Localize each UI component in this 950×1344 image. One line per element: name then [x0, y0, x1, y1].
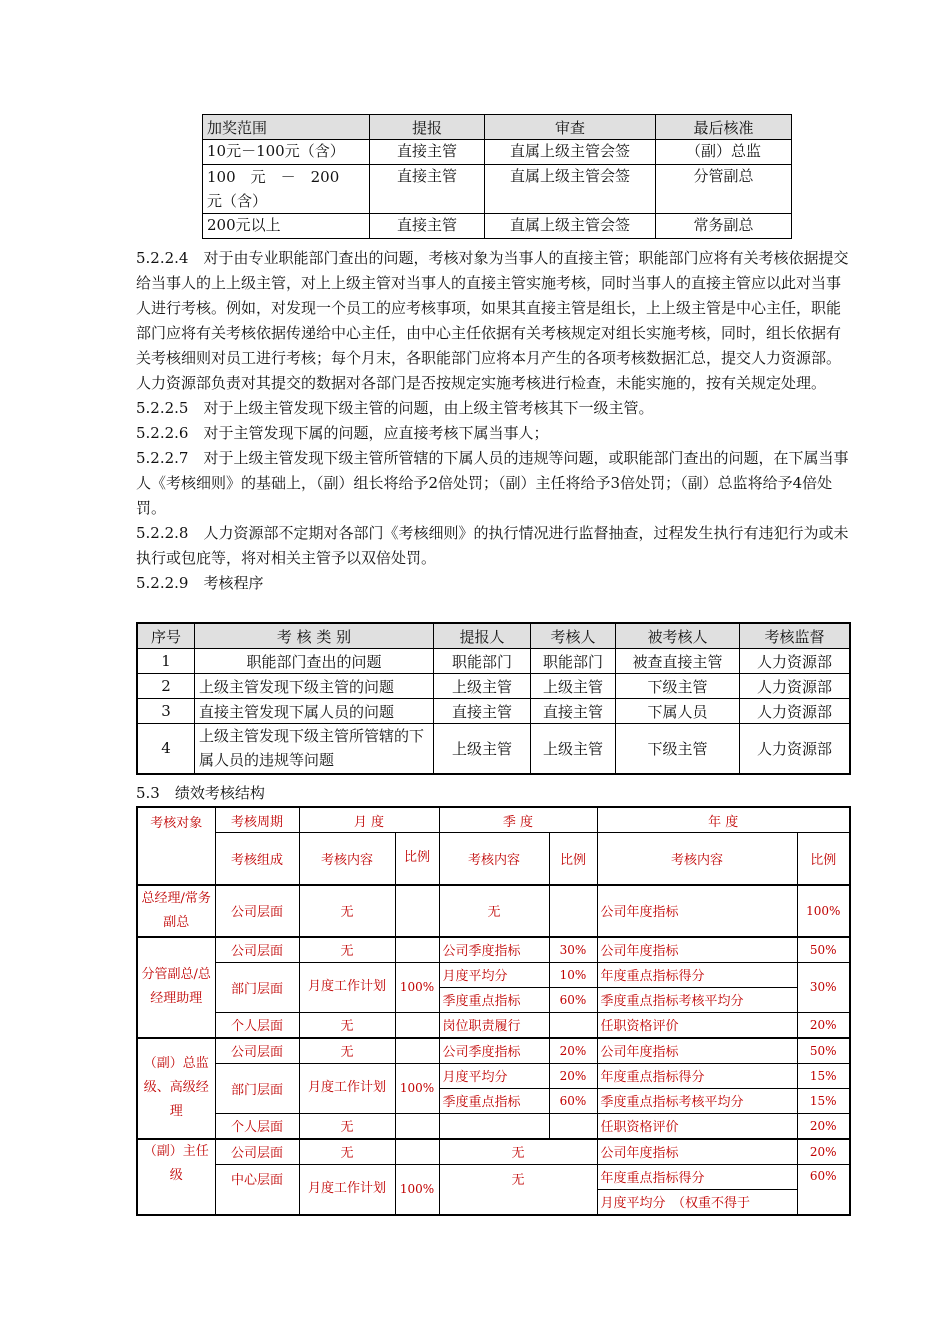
table-cell: 个人层面: [215, 1012, 299, 1038]
table-cell: 100 元 － 200 元（含）: [203, 165, 370, 214]
header-cell: 加奖范围: [203, 115, 370, 140]
table-cell: 2: [137, 674, 195, 699]
table-cell: 公司季度指标: [439, 937, 549, 963]
table-cell: 季度重点指标考核平均分: [597, 1088, 797, 1113]
table-row: [137, 1164, 850, 1189]
table-cell: 职能部门: [531, 649, 616, 674]
table-cell: 50%: [797, 1038, 850, 1064]
table-header-row: [137, 833, 850, 885]
header-cell: 季 度: [439, 807, 597, 833]
table-cell: 15%: [797, 1088, 850, 1113]
table-cell: 3: [137, 699, 195, 724]
table-cell: 无: [299, 1012, 395, 1038]
paragraph: 5.2.2.8 人力资源部不定期对各部门《考核细则》的执行情况进行监督抽查，过程发生执行有违犯行为或未执行或包庇等，将对相关主管予以双倍处罚。: [136, 524, 849, 567]
table-cell: 直属上级主管会签: [485, 140, 656, 165]
table-cell: 总经理/常务副总: [137, 885, 215, 937]
table-cell: 无: [439, 1139, 597, 1165]
table-cell: 上级主管发现下级主管的问题: [195, 674, 434, 699]
table-cell: 年度重点指标得分: [597, 962, 797, 987]
table-cell: [395, 1113, 439, 1139]
table-cell: 季度重点指标: [439, 987, 549, 1012]
table-cell: [549, 1113, 597, 1139]
table-cell: 10%: [549, 962, 597, 987]
table-cell: [395, 937, 439, 963]
table-cell: （副）总监: [656, 140, 792, 165]
table-row: [137, 674, 850, 699]
table-cell: 月度平均分 （权重不得于: [597, 1189, 797, 1215]
table-row: [137, 1063, 850, 1088]
table-cell: 100%: [797, 885, 850, 937]
table-cell: 60%: [549, 987, 597, 1012]
table-cell: 上级主管: [434, 674, 531, 699]
table-cell: 人力资源部: [740, 674, 851, 699]
table-cell: 下属人员: [616, 699, 740, 724]
table-cell: 直接主管发现下属人员的问题: [195, 699, 434, 724]
table-cell: 月度工作计划: [299, 1164, 395, 1215]
table-row: [137, 1139, 850, 1165]
section-heading: 5.3 绩效考核结构: [136, 784, 265, 802]
table-cell: 直接主管: [370, 140, 485, 165]
table-cell: 常务副总: [656, 214, 792, 239]
table-row: [203, 165, 792, 214]
paragraph: 5.2.2.5 对于上级主管发现下级主管的问题，由上级主管考核其下一级主管。: [136, 399, 654, 417]
table-cell: 任职资格评价: [597, 1012, 797, 1038]
table-cell: 人力资源部: [740, 649, 851, 674]
table-cell: 100%: [395, 1063, 439, 1113]
table-cell: 20%: [549, 1038, 597, 1064]
table-cell: 上级主管发现下级主管所管辖的下属人员的违规等问题: [195, 724, 434, 774]
table-cell: 公司年度指标: [597, 1139, 797, 1165]
header-cell: 比例: [395, 833, 439, 885]
table-cell: 上级主管: [531, 674, 616, 699]
table-cell: 60%: [797, 1164, 850, 1215]
table-cell: 月度平均分: [439, 1063, 549, 1088]
header-cell: 月 度: [299, 807, 439, 833]
table-cell: 直接主管: [370, 214, 485, 239]
table-cell: 公司季度指标: [439, 1038, 549, 1064]
table-cell: [395, 1012, 439, 1038]
table-cell: 30%: [797, 962, 850, 1012]
table-cell: [395, 885, 439, 937]
table-cell: 年度重点指标得分: [597, 1063, 797, 1088]
paragraph: 5.2.2.7 对于上级主管发现下级主管所管辖的下属人员的违规等问题，或职能部门查出的问题，在下属当事人《考核细则》的基础上，（副）组长将给予2倍处罚；（副）主任将给予3倍处罚；（副）总监将给予4倍处罚。: [136, 449, 849, 517]
table-cell: 15%: [797, 1063, 850, 1088]
table-cell: [549, 885, 597, 937]
header-cell: 比例: [549, 833, 597, 885]
table-cell: [395, 1038, 439, 1064]
table-cell: 直接主管: [531, 699, 616, 724]
header-cell: 提报人: [434, 623, 531, 649]
header-cell: 考核组成: [215, 833, 299, 885]
table-cell: 岗位职责履行: [439, 1012, 549, 1038]
table-cell: 100%: [395, 1164, 439, 1215]
paragraph: 5.2.2.4 对于由专业职能部门查出的问题，考核对象为当事人的直接主管；职能部门应将有关考核依据提交给当事人的上上级主管，对上上级主管对当事人的直接主管实施考核，同时当事人的直接主管应以此对当事人进行考核。例如，对发现一个员工的应考核事项，如果其直接主管是组长，上上级主管是中心主任，职能部门应将有关考核依据传递给中心主任，由中心主任依据有关考核规定对组长实施考核，同时，组长依据有关考核细则对员工进行考核；每个月末，各职能部门应将本月产生的各项考核数据汇总，提交人力资源部。人力资源部负责对其提交的数据对各部门是否按规定实施考核进行检查，未能实施的，按有关规定处理。: [136, 249, 849, 392]
table-cell: 部门层面: [215, 1063, 299, 1113]
table-cell: [549, 1012, 597, 1038]
table-cell: 季度重点指标考核平均分: [597, 987, 797, 1012]
paragraph: 5.2.2.6 对于主管发现下属的问题，应直接考核下属当事人；: [136, 424, 549, 442]
header-cell: 年 度: [597, 807, 850, 833]
table-cell: （副）主任级: [137, 1139, 215, 1215]
table-cell: 人力资源部: [740, 724, 851, 774]
table-row: [137, 1113, 850, 1139]
table-row: [137, 885, 850, 937]
body-text: [136, 246, 854, 596]
header-cell: 考核对象: [137, 807, 215, 885]
table-cell: 月度工作计划: [299, 962, 395, 1012]
table-cell: 职能部门查出的问题: [195, 649, 434, 674]
table-row: [203, 214, 792, 239]
header-cell: 考核人: [531, 623, 616, 649]
table-cell: 30%: [549, 937, 597, 963]
table-cell: 20%: [797, 1139, 850, 1165]
table-row: [137, 937, 850, 963]
table-cell: 200元以上: [203, 214, 370, 239]
table-row: [137, 1038, 850, 1064]
table-cell: 人力资源部: [740, 699, 851, 724]
table-cell: 分管副总/总经理助理: [137, 937, 215, 1038]
header-cell: 考核内容: [299, 833, 395, 885]
table-cell: 职能部门: [434, 649, 531, 674]
table-cell: 100%: [395, 962, 439, 1012]
header-cell: 考核周期: [215, 807, 299, 833]
table-cell: [395, 1139, 439, 1165]
table-cell: 无: [439, 885, 549, 937]
table-row: [137, 724, 850, 774]
table-cell: 中心层面: [215, 1164, 299, 1215]
table-cell: 20%: [549, 1063, 597, 1088]
header-cell: 考 核 类 别: [195, 623, 434, 649]
table-cell: 任职资格评价: [597, 1113, 797, 1139]
header-cell: 审查: [485, 115, 656, 140]
header-cell: 最后核准: [656, 115, 792, 140]
table-cell: 直属上级主管会签: [485, 214, 656, 239]
table-cell: 部门层面: [215, 962, 299, 1012]
table-cell: 月度平均分: [439, 962, 549, 987]
table-cell: 60%: [549, 1088, 597, 1113]
table-cell: 直接主管: [370, 165, 485, 214]
table-cell: 公司层面: [215, 937, 299, 963]
table-cell: 个人层面: [215, 1113, 299, 1139]
table-cell: 被查直接主管: [616, 649, 740, 674]
table-cell: （副）总监级、高级经理: [137, 1038, 215, 1139]
table-cell: 季度重点指标: [439, 1088, 549, 1113]
table-cell: 年度重点指标得分: [597, 1164, 797, 1189]
table-cell: 10元－100元（含）: [203, 140, 370, 165]
header-cell: 考核监督: [740, 623, 851, 649]
header-cell: 提报: [370, 115, 485, 140]
table-cell: 下级主管: [616, 674, 740, 699]
table-cell: 无: [299, 1113, 395, 1139]
table-cell: 分管副总: [656, 165, 792, 214]
table-cell: 直接主管: [434, 699, 531, 724]
header-cell: 比例: [797, 833, 850, 885]
table-row: [203, 140, 792, 165]
table-cell: 20%: [797, 1113, 850, 1139]
paragraph: 5.2.2.9 考核程序: [136, 574, 264, 592]
table-cell: 下级主管: [616, 724, 740, 774]
table-cell: 公司年度指标: [597, 885, 797, 937]
table-cell: 直属上级主管会签: [485, 165, 656, 214]
assessment-procedure-table: [136, 622, 851, 775]
table-cell: 无: [299, 1038, 395, 1064]
table-cell: 无: [439, 1164, 597, 1215]
table-cell: 无: [299, 1139, 395, 1165]
table-row: [137, 962, 850, 987]
table-cell: [439, 1113, 549, 1139]
table-header-row: [137, 807, 850, 833]
table-cell: 无: [299, 937, 395, 963]
performance-structure-table: [136, 806, 851, 1216]
table-row: [137, 1012, 850, 1038]
table-cell: 公司层面: [215, 885, 299, 937]
table-header-row: [203, 115, 792, 140]
table-cell: 公司年度指标: [597, 1038, 797, 1064]
table-cell: 公司层面: [215, 1139, 299, 1165]
table-cell: 上级主管: [531, 724, 616, 774]
table-row: [137, 699, 850, 724]
table-cell: 公司年度指标: [597, 937, 797, 963]
table-cell: 无: [299, 885, 395, 937]
table-cell: 月度工作计划: [299, 1063, 395, 1113]
header-cell: 序号: [137, 623, 195, 649]
award-approval-table: [202, 114, 792, 239]
table-cell: 公司层面: [215, 1038, 299, 1064]
table-cell: 50%: [797, 937, 850, 963]
table-cell: 上级主管: [434, 724, 531, 774]
header-cell: 考核内容: [597, 833, 797, 885]
table-cell: 20%: [797, 1012, 850, 1038]
header-cell: 考核内容: [439, 833, 549, 885]
table-header-row: [137, 623, 850, 649]
header-cell: 被考核人: [616, 623, 740, 649]
table-row: [137, 649, 850, 674]
table-cell: 1: [137, 649, 195, 674]
table-cell: 4: [137, 724, 195, 774]
